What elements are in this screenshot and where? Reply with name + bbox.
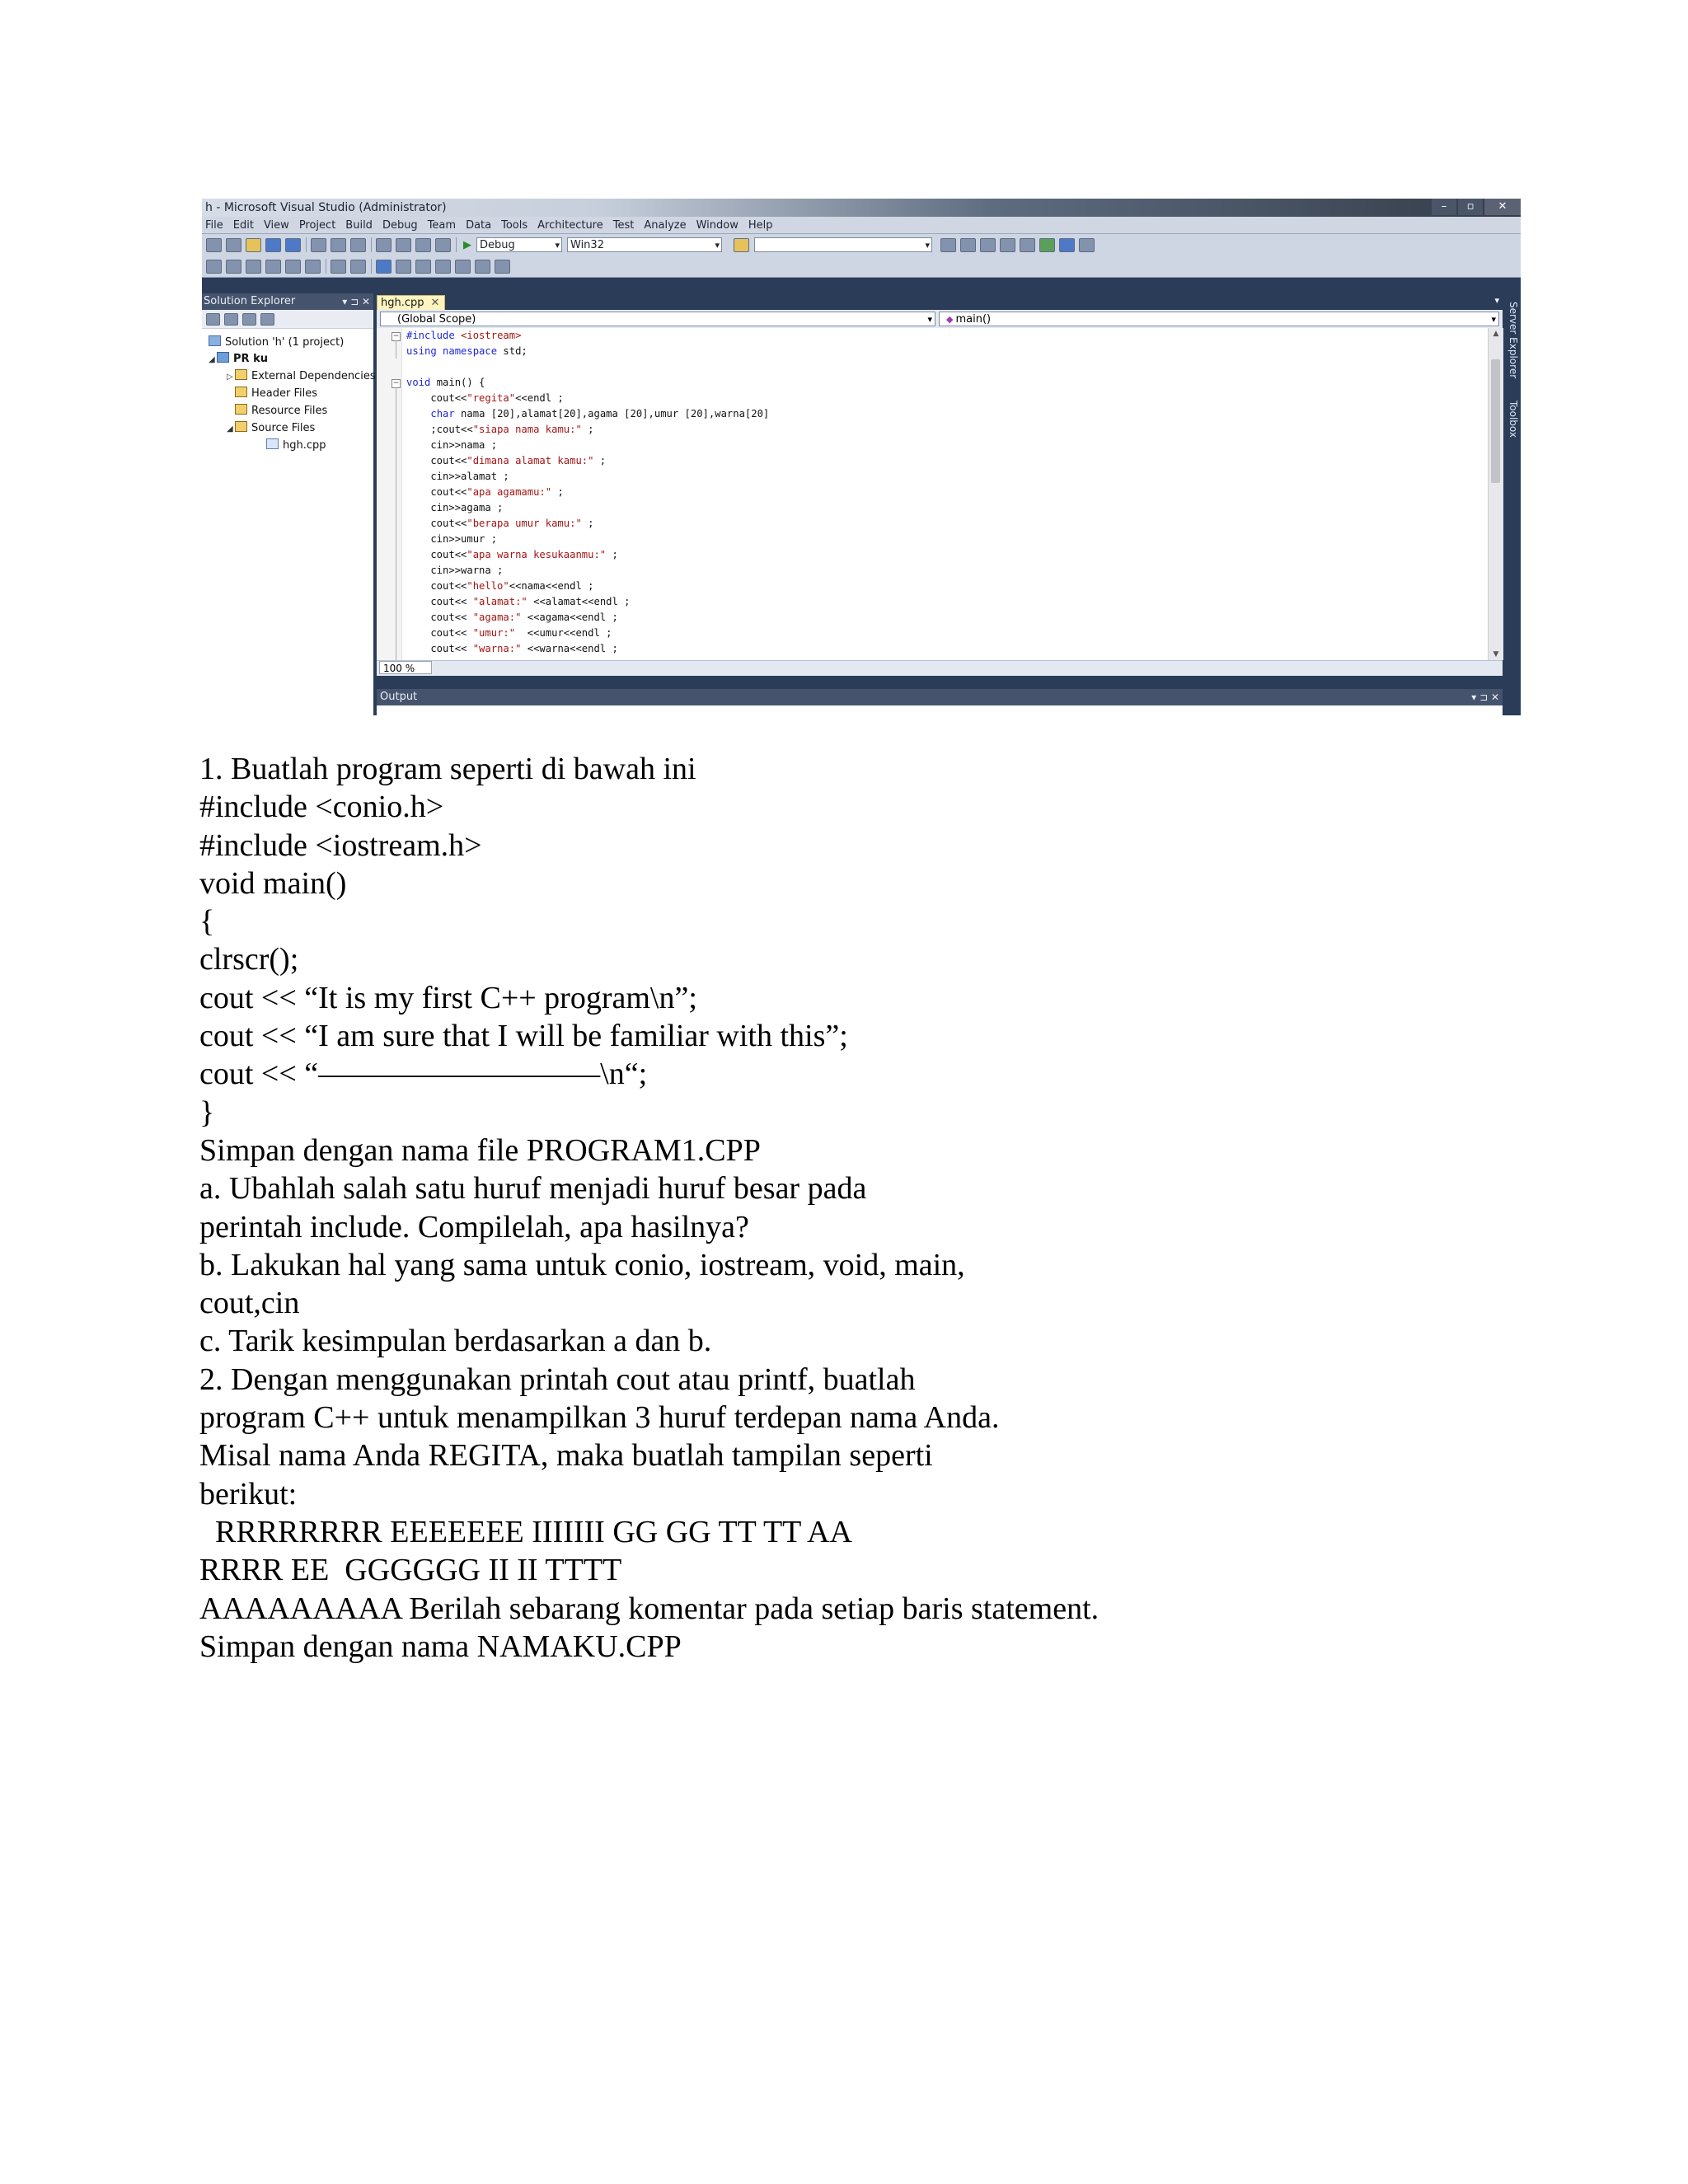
cut-icon[interactable] [311, 238, 326, 252]
quick-info-icon[interactable] [246, 260, 261, 274]
window-title: h - Microsoft Visual Studio (Administrator) [205, 201, 447, 214]
toolbar-separator [371, 259, 372, 274]
output-panel-header [377, 689, 1503, 705]
member-label: main() [955, 313, 992, 326]
menu-tools[interactable]: Tools [501, 218, 528, 232]
code-line[interactable]: cout<< "umur:" <<umur<<endl ; [406, 627, 612, 639]
editor-status-bar [377, 660, 1503, 676]
code-line[interactable]: cout<< "warna:" <<warna<<endl ; [406, 643, 618, 654]
navigate-forward-icon[interactable] [435, 238, 451, 252]
document-line: RRRR EE GGGGGG II II TTTT [199, 1553, 622, 1588]
code-line[interactable]: using namespace std; [406, 345, 528, 357]
minimize-button[interactable]: – [1432, 199, 1456, 215]
output-title: Output [380, 691, 418, 703]
navigation-bar [377, 310, 1503, 329]
close-tab-icon[interactable]: ✕ [430, 297, 440, 309]
solution-icon [209, 335, 221, 346]
document-line: 1. Buatlah program seperti di bawah ini [199, 752, 696, 786]
document-line: void main() [199, 865, 347, 901]
scroll-down-icon[interactable]: ▼ [1493, 650, 1499, 658]
configuration-select[interactable]: Debug ▾ [476, 237, 562, 252]
side-tool-rail [1504, 293, 1521, 715]
code-line[interactable]: cout<<"berapa umur kamu:" ; [406, 518, 594, 529]
increase-indent-icon[interactable] [305, 260, 321, 274]
maximize-button[interactable]: ▫ [1458, 199, 1483, 215]
toolbox-icon[interactable] [1000, 238, 1015, 252]
standard-toolbar [202, 234, 1521, 255]
tree-item-header-files[interactable] [235, 386, 317, 402]
menu-debug[interactable]: Debug [382, 218, 418, 232]
text-editor-toolbar [202, 255, 1521, 278]
menu-project[interactable]: Project [298, 218, 336, 232]
properties-icon[interactable] [960, 238, 976, 252]
code-line[interactable]: cout<< "alamat:" <<alamat<<endl ; [406, 596, 631, 607]
tree-item-project[interactable] [209, 351, 268, 368]
find-combo[interactable] [754, 237, 932, 252]
window-layout-icon[interactable] [1079, 238, 1095, 252]
scope-dropdown[interactable]: (Global Scope) ▾ [380, 312, 935, 326]
navigate-back-icon[interactable] [415, 238, 431, 252]
undo-icon[interactable] [376, 238, 392, 252]
document-line: a. Ubahlah salah satu huruf menjadi huruf besar pada [199, 1171, 867, 1207]
code-line[interactable]: void main() { [406, 377, 485, 388]
tree-item-resource-files[interactable] [235, 403, 327, 419]
open-folder-icon [235, 421, 247, 432]
menu-test[interactable]: Test [612, 218, 635, 232]
object-browser-icon[interactable] [980, 238, 996, 252]
document-line: c. Tarik kesimpulan berdasarkan a dan b. [199, 1324, 712, 1359]
tools-icon[interactable] [1020, 238, 1035, 252]
toolbar-separator [306, 237, 307, 252]
toggle-bookmark-icon[interactable] [376, 260, 392, 274]
solution-label: Solution 'h' (1 project) [225, 336, 345, 349]
document-line: clrscr(); [199, 942, 299, 977]
document-line: cout << “It is my first C++ program\n”; [199, 980, 697, 1015]
next-bookmark-icon[interactable] [415, 260, 431, 274]
editor-vertical-scrollbar[interactable] [1488, 328, 1503, 660]
menu-bar [202, 217, 1521, 234]
find-in-files-icon[interactable] [734, 238, 749, 252]
scroll-up-icon[interactable]: ▲ [1493, 330, 1499, 338]
code-line[interactable]: cout<<"apa warna kesukaanmu:" ; [406, 549, 618, 560]
code-line[interactable]: cin>>agama ; [406, 502, 504, 513]
document-line: { [199, 904, 215, 940]
panel-controls[interactable]: ▾ ⊐ ✕ [1471, 691, 1499, 703]
uncomment-icon[interactable] [350, 260, 366, 274]
toolbar-separator [456, 237, 457, 252]
document-tabs [377, 293, 1503, 310]
cpp-file-icon [266, 438, 279, 449]
solution-explorer-icon[interactable] [940, 238, 956, 252]
folder-label: Source Files [251, 422, 316, 434]
next-bookmark-in-folder-icon[interactable] [455, 260, 471, 274]
new-project-icon[interactable] [206, 238, 222, 252]
find-icon[interactable] [495, 260, 510, 274]
folder-label: Resource Files [251, 405, 328, 417]
menu-edit[interactable]: Edit [232, 218, 254, 232]
expanded-arrow-icon[interactable]: ◢ [209, 355, 215, 364]
redo-icon[interactable] [396, 238, 411, 252]
properties-icon[interactable] [206, 313, 220, 326]
document-line: RRRRRRRR EEEEEEE IIIIIII GG GG TT TT AA [199, 1514, 852, 1549]
file-label: hgh.cpp [283, 439, 326, 452]
code-line[interactable]: cout<<"regita"<<endl ; [406, 392, 564, 404]
refresh-icon[interactable] [242, 313, 256, 326]
code-line[interactable]: cout<<"apa agamamu:" ; [406, 486, 564, 498]
solution-explorer [202, 310, 376, 715]
scroll-thumb[interactable] [1491, 359, 1500, 483]
comment-icon[interactable] [331, 260, 346, 274]
previous-bookmark-in-folder-icon[interactable] [435, 260, 451, 274]
menu-help[interactable]: Help [748, 218, 773, 232]
project-label: PR ku [233, 353, 268, 365]
menu-window[interactable]: Window [696, 218, 738, 232]
document-line: cout,cin [199, 1286, 300, 1321]
save-icon[interactable] [265, 238, 281, 252]
collapse-icon[interactable]: − [392, 379, 400, 387]
previous-bookmark-icon[interactable] [396, 260, 411, 274]
document-line: program C++ untuk menampilkan 3 huruf terdepan nama Anda. [199, 1400, 1000, 1436]
panel-controls[interactable]: ▾ ⊐ ✕ [342, 296, 370, 307]
code-line[interactable]: cout<< "agama:" <<agama<<endl ; [406, 612, 618, 623]
code-line[interactable]: cin>>umur ; [406, 533, 498, 545]
tree-item-solution[interactable] [209, 335, 344, 351]
document-line: 2. Dengan menggunakan printah cout atau printf, buatlah [199, 1361, 916, 1397]
document-body [199, 750, 1601, 1666]
code-editor[interactable] [377, 328, 1488, 660]
tab-hgh-cpp[interactable] [377, 295, 445, 311]
ide-screenshot [202, 199, 1521, 715]
tab-label: hgh.cpp [381, 297, 424, 309]
document-line: AAAAAAAAA Berilah sebarang komentar pada setiap baris statement. [199, 1591, 1100, 1626]
code-line[interactable]: cin>>alamat ; [406, 471, 509, 482]
code-line[interactable]: cout<<"hello"<<nama<<endl ; [406, 580, 594, 592]
output-panel [377, 705, 1503, 715]
show-all-files-icon[interactable] [224, 313, 238, 326]
copy-icon[interactable] [331, 238, 346, 252]
folder-icon [235, 404, 247, 415]
menu-team[interactable]: Team [427, 218, 457, 232]
document-line: Simpan dengan nama file PROGRAM1.CPP [199, 1132, 761, 1168]
toolbox-tab[interactable]: Toolbox [1507, 401, 1519, 438]
menu-view[interactable]: View [263, 218, 289, 232]
folder-icon [235, 387, 247, 397]
class-view-icon[interactable] [260, 313, 274, 326]
project-icon [217, 352, 229, 363]
code-line[interactable]: cout<<"dimana alamat kamu:" ; [406, 455, 607, 466]
document-line: b. Lakukan hal yang sama untuk conio, iostream, void, main, [199, 1247, 965, 1282]
clear-bookmarks-icon[interactable] [475, 260, 490, 274]
window-controls [1430, 199, 1521, 217]
solution-explorer-title: Solution Explorer [204, 295, 296, 307]
complete-word-icon[interactable] [265, 260, 281, 274]
start-page-icon[interactable] [1059, 238, 1075, 252]
member-dropdown[interactable] [939, 312, 1499, 326]
open-folder-icon[interactable] [246, 238, 261, 252]
extension-manager-icon[interactable] [1039, 238, 1055, 252]
solution-explorer-header [202, 293, 373, 310]
menu-analyze[interactable]: Analyze [644, 218, 687, 232]
document-line: } [199, 1094, 215, 1130]
folder-icon [235, 369, 247, 380]
tree-item-source-files[interactable] [227, 420, 315, 437]
add-item-icon[interactable] [226, 238, 241, 252]
collapse-icon[interactable]: − [392, 332, 400, 340]
paste-icon[interactable] [350, 238, 366, 252]
toolbar-separator [371, 237, 372, 252]
code-line[interactable]: cin>>warna ; [406, 565, 504, 576]
menu-file[interactable]: File [205, 218, 223, 232]
platform-select[interactable]: Win32 ▾ [567, 237, 722, 252]
save-all-icon[interactable] [285, 238, 301, 252]
close-button[interactable]: ✕ [1484, 199, 1521, 215]
code-line[interactable]: cin>>nama ; [406, 439, 498, 451]
menu-build[interactable]: Build [345, 218, 373, 232]
editor-gutter [377, 328, 402, 660]
document-line: cout << “—————————\n“; [199, 1057, 648, 1092]
menu-data[interactable]: Data [466, 218, 492, 232]
document-line: #include <iostream.h> [199, 827, 482, 863]
document-line: perintah include. Compilelah, apa hasilnya? [199, 1209, 749, 1244]
folder-label: External Dependencies [251, 370, 376, 382]
decrease-indent-icon[interactable] [285, 260, 301, 274]
document-line: Simpan dengan nama NAMAKU.CPP [199, 1629, 682, 1664]
tree-item-external-dependencies[interactable] [227, 368, 376, 385]
document-line: berikut: [199, 1476, 298, 1511]
tab-dropdown-icon[interactable]: ▾ [1494, 295, 1499, 306]
code-line[interactable]: #include <iostream> [406, 330, 522, 341]
expanded-arrow-icon[interactable]: ◢ [227, 424, 233, 434]
solution-explorer-toolbar [202, 310, 373, 329]
menu-architecture[interactable]: Architecture [537, 218, 603, 232]
parameter-info-icon[interactable] [226, 260, 241, 274]
document-line: Misal nama Anda REGITA, maka buatlah tampilan seperti [199, 1438, 933, 1474]
method-icon: ◆ [946, 314, 954, 325]
document-line: cout << “I am sure that I will be familiar with this”; [199, 1019, 848, 1054]
member-list-icon[interactable] [206, 260, 222, 274]
tree-item-hgh-cpp[interactable] [266, 438, 326, 454]
code-line[interactable]: char nama [20],alamat[20],agama [20],umur [20],warna[20] [430, 408, 770, 419]
document-line: #include <conio.h> [199, 790, 444, 825]
code-line[interactable]: ;cout<<"siapa nama kamu:" ; [406, 424, 594, 435]
collapsed-arrow-icon[interactable]: ▷ [227, 373, 233, 382]
start-debugging-icon[interactable]: ▶ [463, 238, 471, 251]
server-explorer-tab[interactable]: Server Explorer [1507, 302, 1519, 379]
title-bar [202, 199, 1521, 217]
zoom-select[interactable]: 100 % [379, 661, 432, 674]
folder-label: Header Files [251, 387, 317, 400]
